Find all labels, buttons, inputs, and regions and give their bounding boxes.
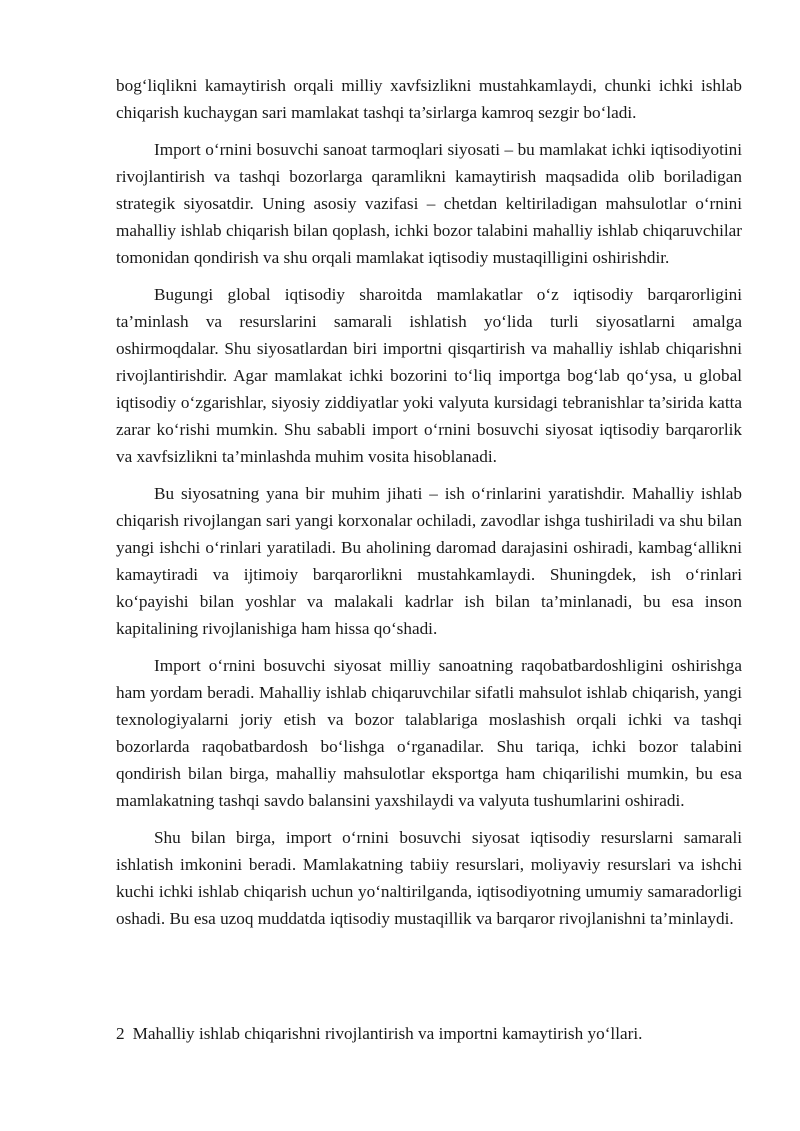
paragraph: Import o‘rnini bosuvchi sanoat tarmoqlari siyosati – bu mamlakat ichki iqtisodiyotini rivojlantirish va tashqi bozorlarga qaramlikni kamaytirish maqsadida olib boriladigan strategik siyosatdir. Uning asosiy vazifasi – chetdan keltiriladigan mahsulotlar o‘rnini mahalliy ishlab chiqarish bilan qoplash, ichki bozor talabini mahalliy ishlab chiqaruvchilar tomonidan qondirish va shu orqali mamlakat iqtisodiy mustaqilligini oshirishdir.: [116, 140, 742, 267]
section-number: 2: [116, 1024, 125, 1043]
document-body: [116, 72, 742, 942]
paragraph: Bu siyosatning yana bir muhim jihati – ish o‘rinlarini yaratishdir. Mahalliy ishlab chiqarish rivojlangan sari yangi korxonalar ochiladi, zavodlar ishga tushiriladi va shu bilan yangi ishchi o‘rinlari yaratiladi. Bu aholining daromad darajasini oshiradi, kambag‘allikni kamaytiradi va ijtimoiy barqarorlikni mustahkamlaydi. Shuningdek, ish o‘rinlari ko‘payishi bilan yoshlar va malakali kadrlar ish bilan ta’minlanadi, bu esa inson kapitalining rivojlanishiga ham hissa qo‘shadi.: [116, 484, 742, 638]
paragraph: Import o‘rnini bosuvchi siyosat milliy sanoatning raqobatbardoshligini oshirishga ham yordam beradi. Mahalliy ishlab chiqaruvchilar sifatli mahsulot ishlab chiqarish, yangi texnologiyalarni joriy etish va bozor talablariga moslashish orqali ichki va tashqi bozorlarda raqobatbardosh bo‘lishga o‘rganadilar. Shu tariqa, ichki bozor talabini qondirish bilan birga, mahalliy mahsulotlar eksportga ham chiqarilishi mumkin, bu esa mamlakatning tashqi savdo balansini yaxshilaydi va valyuta tushumlarini oshiradi.: [116, 656, 742, 810]
paragraph: Shu bilan birga, import o‘rnini bosuvchi siyosat iqtisodiy resurslarni samarali ishlatish imkonini beradi. Mamlakatning tabiiy resurslari, moliyaviy resurslari va ishchi kuchi ichki ishlab chiqarish uchun yo‘naltirilganda, iqtisodiyotning umumiy samaradorligi oshadi. Bu esa uzoq muddatda iqtisodiy mustaqillik va barqaror rivojlanishni ta’minlaydi.: [116, 828, 742, 928]
section-title: Mahalliy ishlab chiqarishni rivojlantirish va importni kamaytirish yo‘llari.: [132, 1024, 643, 1043]
paragraph: Bugungi global iqtisodiy sharoitda mamlakatlar o‘z iqtisodiy barqarorligini ta’minlash va resurslarini samarali ishlatish yo‘lida turli siyosatlarni amalga oshirmoqdalar. Shu siyosatlardan biri importni qisqartirish va mahalliy ishlab chiqarishni rivojlantirishdir. Agar mamlakat ichki bozorini to‘liq importga bog‘lab qo‘ysa, u global iqtisodiy o‘zgarishlar, siyosiy ziddiyatlar yoki valyuta kursidagi tebranishlar ta’sirida katta zarar ko‘rishi mumkin. Shu sababli import o‘rnini bosuvchi siyosat iqtisodiy barqarorlik va xavfsizlikni ta’minlashda muhim vosita hisoblanadi.: [116, 285, 742, 466]
section-heading: [116, 1020, 756, 1047]
paragraph-continuation: bog‘liqlikni kamaytirish orqali milliy xavfsizlikni mustahkamlaydi, chunki ichki ishlab chiqarish kuchaygan sari mamlakat tashqi ta’sirlarga kamroq sezgir bo‘ladi.: [116, 76, 742, 122]
